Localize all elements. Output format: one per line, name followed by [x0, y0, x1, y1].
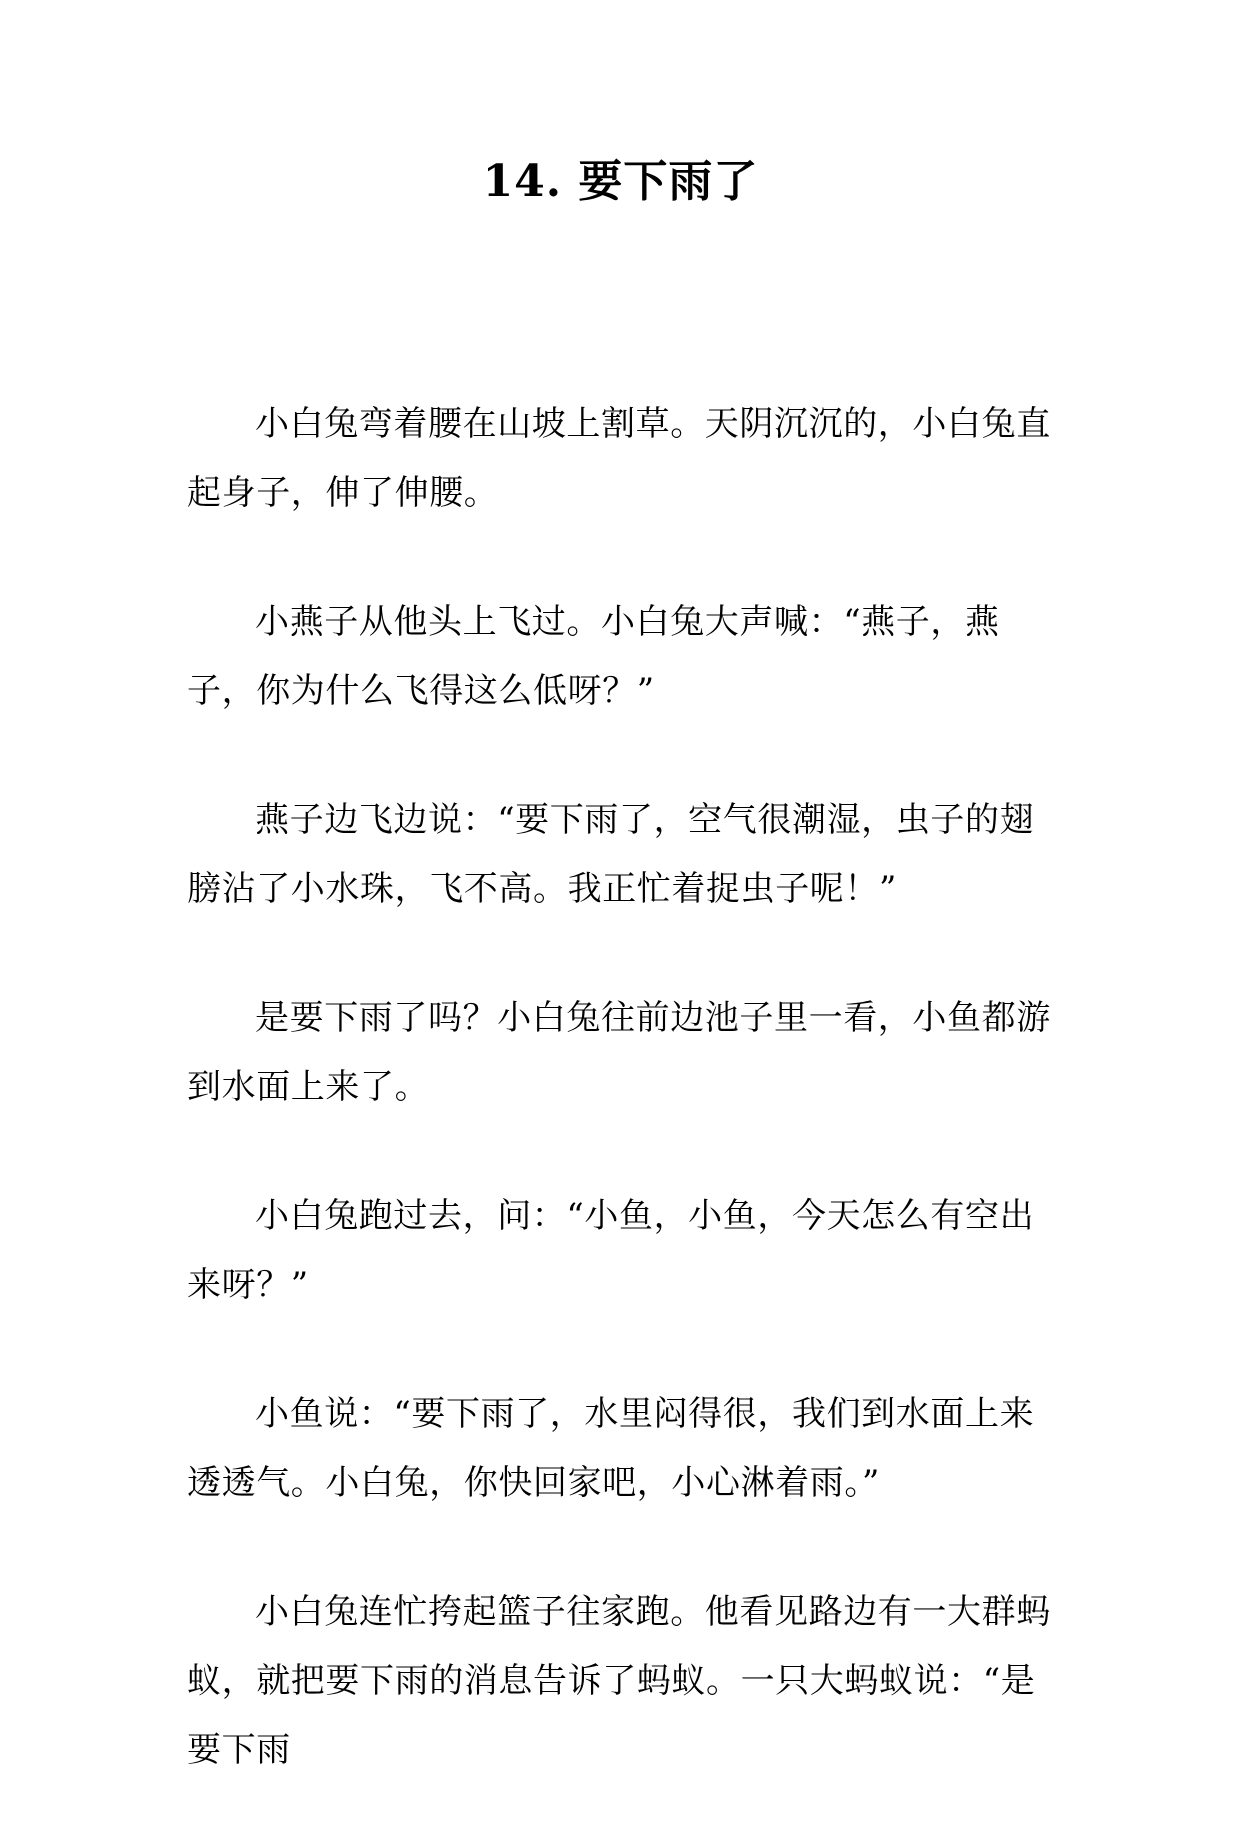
paragraph-7: 小白兔连忙挎起篮子往家跑。他看见路边有一大群蚂蚁，就把要下雨的消息告诉了蚂蚁。一只大蚂蚁说：“是要下雨 [187, 1592, 1051, 1770]
paragraph-1: 小白兔弯着腰在山坡上割草。天阴沉沉的，小白兔直起身子，伸了伸腰。 [187, 404, 1051, 513]
paragraph-4: 是要下雨了吗？小白兔往前边池子里一看，小鱼都游到水面上来了。 [187, 998, 1051, 1107]
paragraph-2: 小燕子从他头上飞过。小白兔大声喊：“燕子，燕子，你为什么飞得这么低呀？” [187, 602, 1000, 711]
document-title: 14. 要下雨了 [482, 156, 759, 207]
paragraph-6: 小鱼说：“要下雨了，水里闷得很，我们到水面上来透透气。小白兔，你快回家吧，小心淋着雨。” [187, 1394, 1035, 1503]
paragraph-5: 小白兔跑过去，问：“小鱼，小鱼，今天怎么有空出来呀？” [187, 1196, 1035, 1305]
document-body [187, 390, 1055, 1845]
paragraph-3: 燕子边飞边说：“要下雨了，空气很潮湿，虫子的翅膀沾了小水珠，飞不高。我正忙着捉虫子呢！” [187, 800, 1035, 909]
